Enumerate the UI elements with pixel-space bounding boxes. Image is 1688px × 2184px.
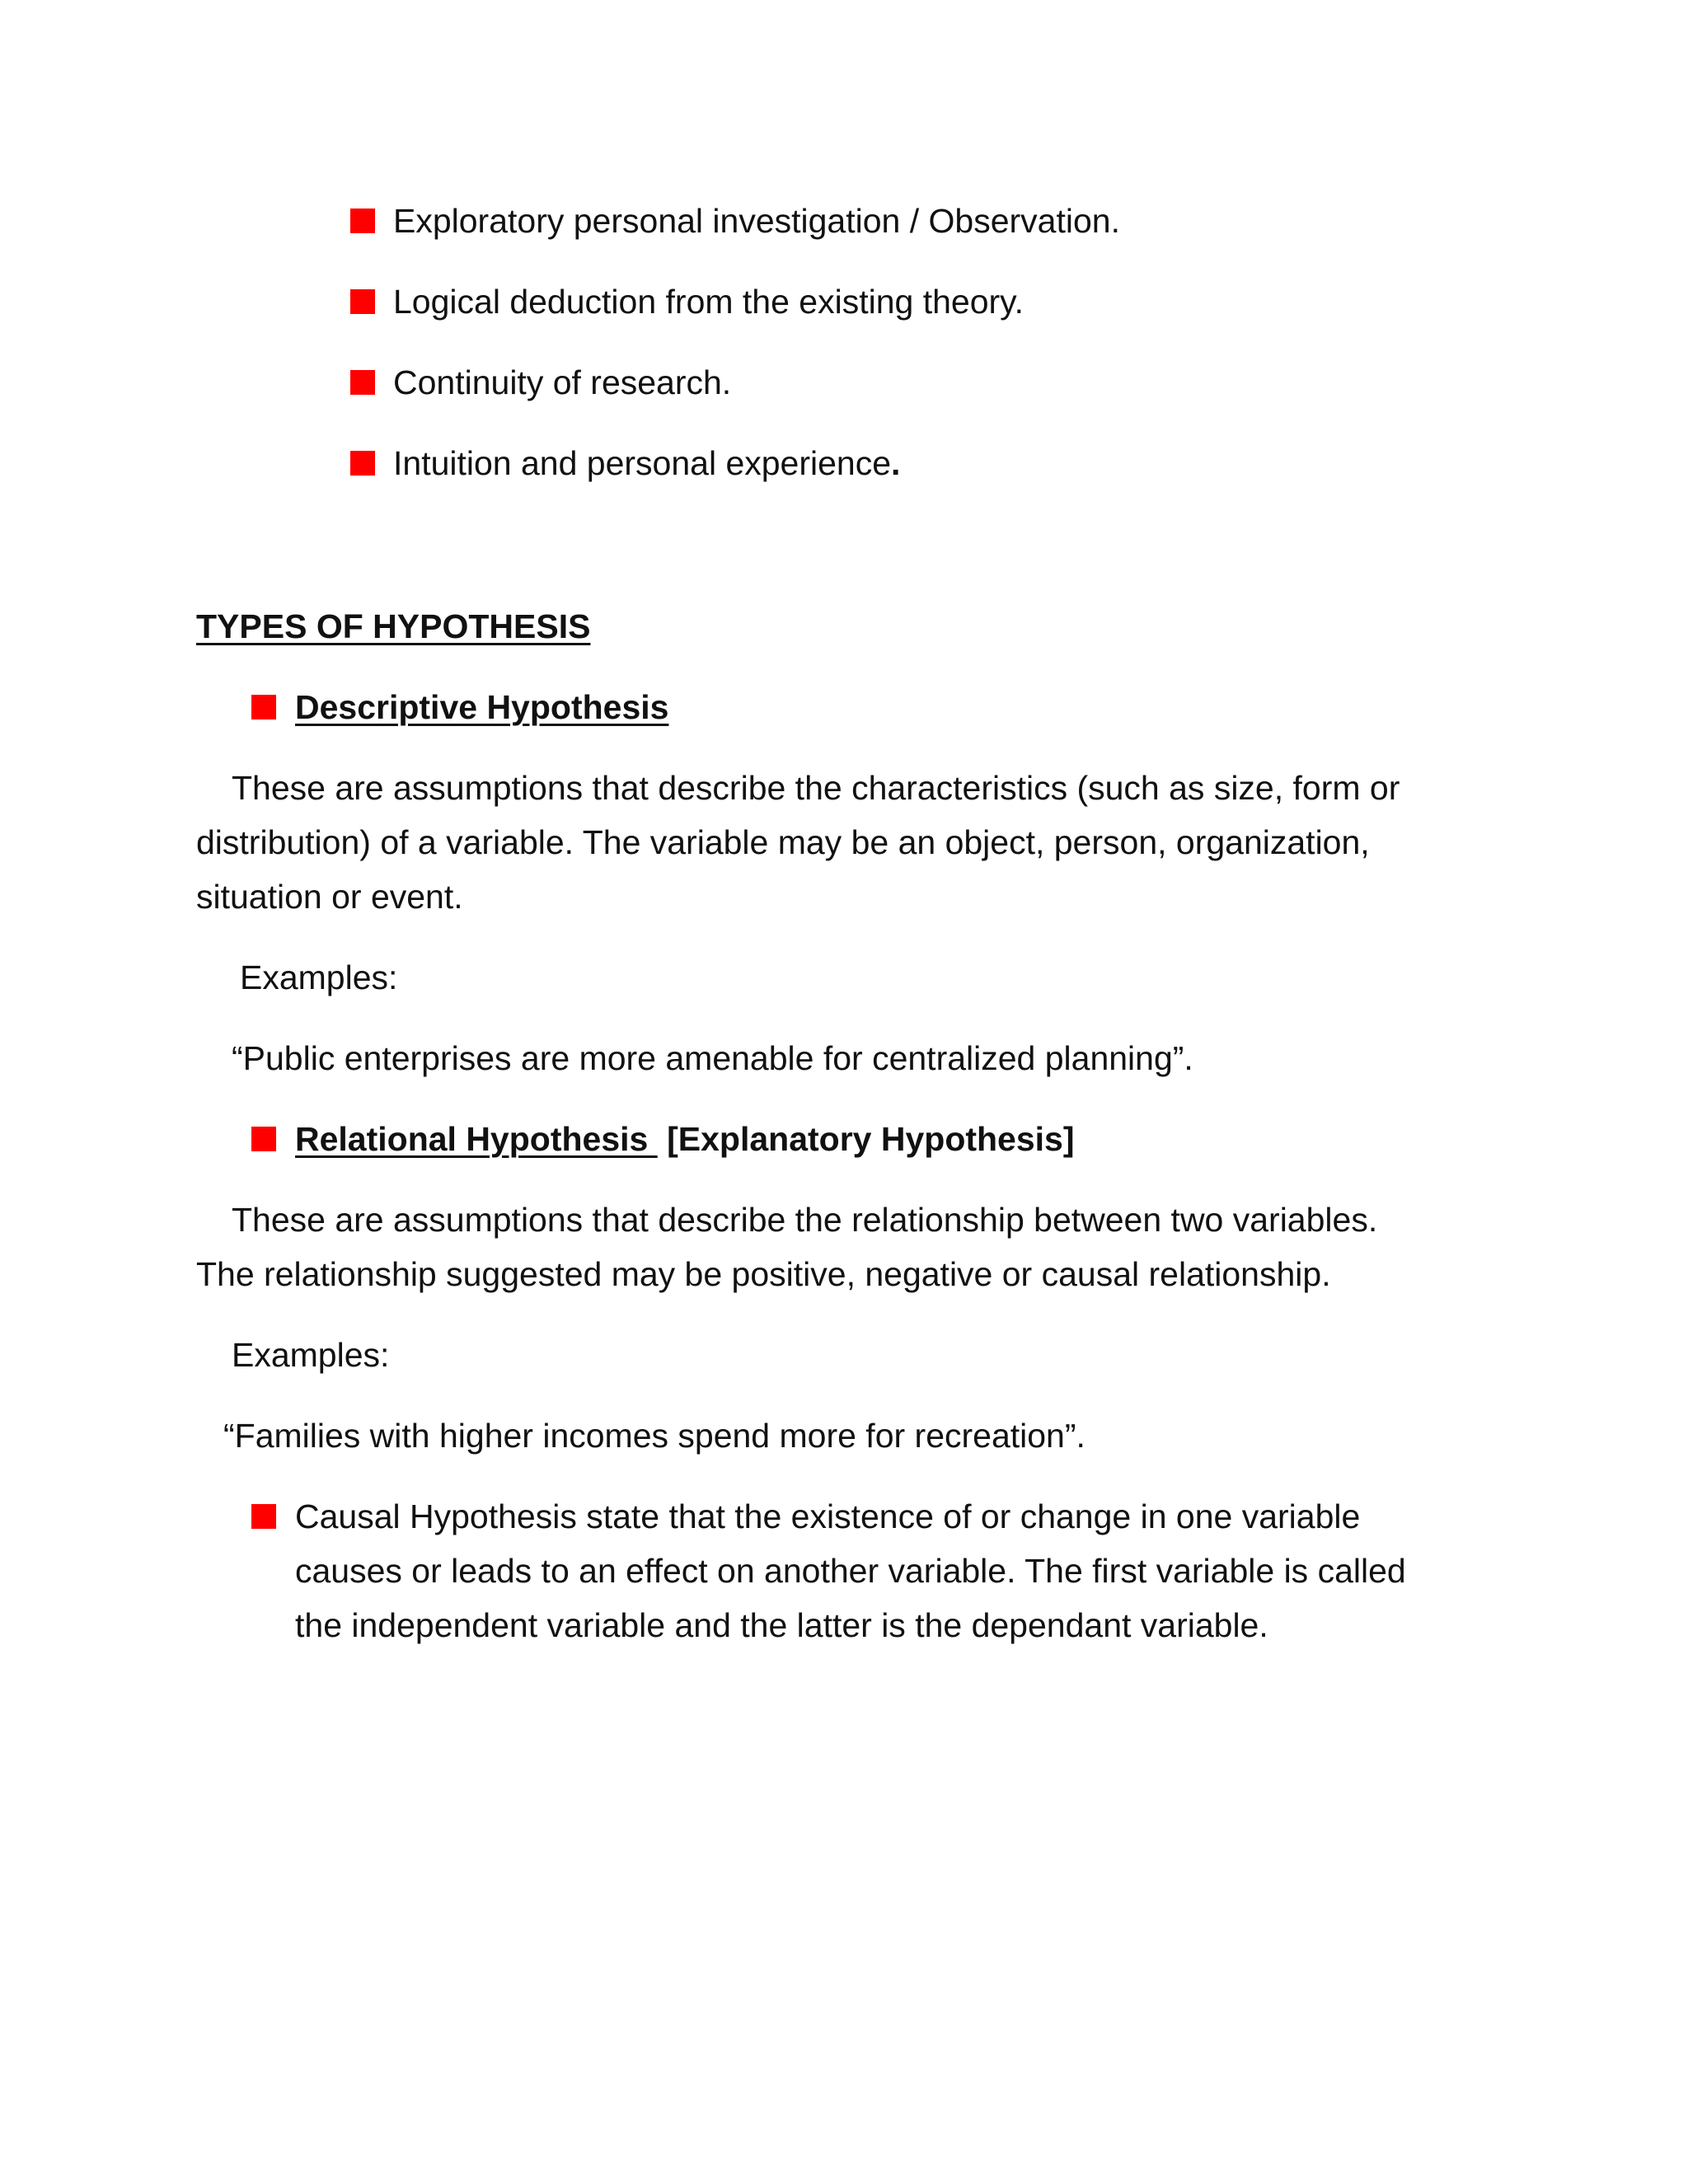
descriptive-body (196, 761, 1400, 924)
relational-example: “Families with higher incomes spend more for recreation”. (223, 1417, 1085, 1455)
bullet-square-icon (251, 695, 276, 719)
list-item-text: Intuition and personal experience (393, 444, 892, 482)
descriptive-example: “Public enterprises are more amenable for centralized planning”. (232, 1039, 1193, 1077)
bullet-square-icon (350, 451, 375, 476)
list-item-period: . (891, 444, 901, 482)
paragraph-line: distribution) of a variable. The variable may be an object, person, organization, (196, 823, 1370, 861)
paragraph-line: These are assumptions that describe the relationship between two variables. (232, 1201, 1378, 1239)
bullet-square-icon (251, 1127, 276, 1151)
paragraph-line: situation or event. (196, 878, 463, 916)
descriptive-heading: Descriptive Hypothesis (295, 688, 669, 726)
paragraph-line: Causal Hypothesis state that the existence of or change in one variable (295, 1497, 1361, 1535)
relational-body (196, 1193, 1377, 1301)
paragraph-line: These are assumptions that describe the characteristics (such as size, form or (232, 769, 1400, 807)
list-item: Logical deduction from the existing theory. (393, 283, 1025, 321)
paragraph-line: causes or leads to an effect on another variable. The first variable is called (295, 1552, 1406, 1590)
relational-heading-text: Relational Hypothesis (295, 1120, 658, 1158)
paragraph-line: The relationship suggested may be positive, negative or causal relationship. (196, 1255, 1331, 1293)
paragraph-line: the independent variable and the latter is the dependant variable. (295, 1606, 1268, 1644)
relational-examples-label: Examples: (232, 1336, 390, 1374)
list-item (393, 436, 900, 490)
relational-heading-suffix: [Explanatory Hypothesis] (667, 1120, 1075, 1158)
list-item: Exploratory personal investigation / Observation. (393, 202, 1120, 240)
bullet-square-icon (251, 1504, 276, 1529)
relational-heading (295, 1112, 1075, 1166)
bullet-square-icon (350, 289, 375, 314)
causal-paragraph (295, 1489, 1406, 1652)
section-title: TYPES OF HYPOTHESIS (196, 607, 591, 645)
bullet-square-icon (350, 209, 375, 233)
bullet-square-icon (350, 370, 375, 395)
list-item: Continuity of research. (393, 363, 732, 401)
descriptive-examples-label: Examples: (240, 958, 398, 996)
